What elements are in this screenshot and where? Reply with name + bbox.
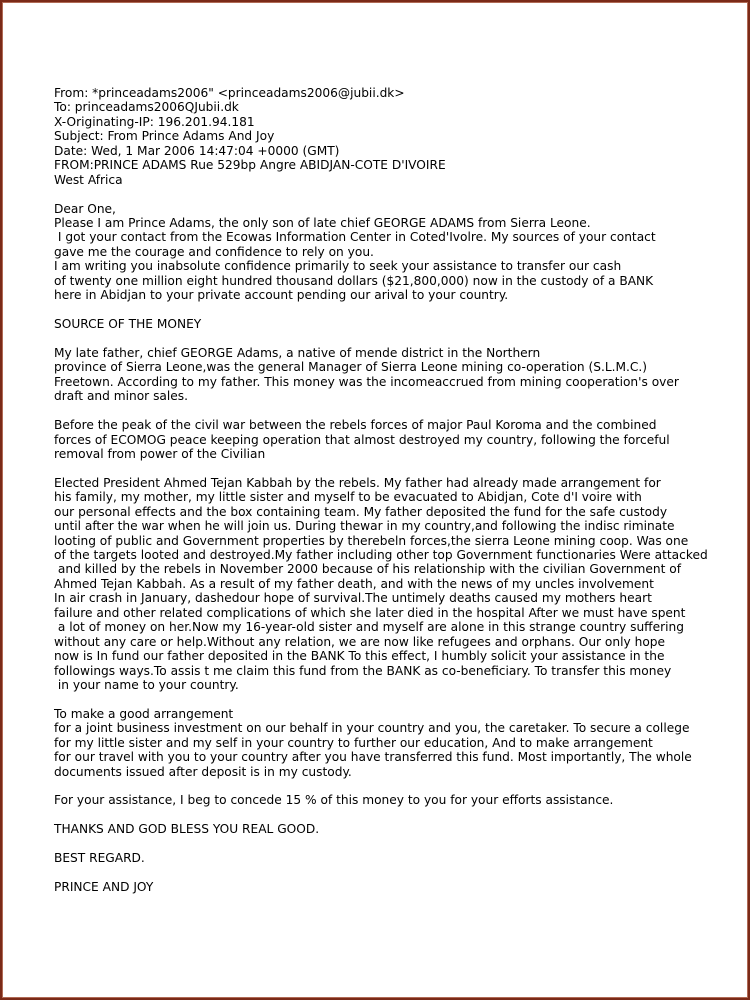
body-line: To make a good arrangement xyxy=(54,706,234,721)
body-line: draft and minor sales. xyxy=(54,389,188,404)
paragraph-spacer xyxy=(54,331,730,345)
body-line: looting of public and Government properties by therebeln forces,the sierra Leone mining coop. Was one xyxy=(54,533,689,548)
paragraph-spacer xyxy=(54,303,730,317)
body-line: My late father, chief GEORGE Adams, a native of mende district in the Northern xyxy=(54,345,541,360)
body-line: gave me the courage and confidence to rely on you. xyxy=(54,244,374,259)
header-line: West Africa xyxy=(54,172,123,187)
body-line: in your name to your country. xyxy=(54,677,239,692)
body-line: a lot of money on her.Now my 16-year-old sister and myself are alone in this strange country suffering xyxy=(54,620,684,635)
header-line: FROM:PRINCE ADAMS Rue 529bp Angre ABIDJAN-COTE D'IVOIRE xyxy=(54,158,446,173)
body-line: of the targets looted and destroyed.My father including other top Government functionaries Were attacked xyxy=(54,548,708,562)
body-line: for our travel with you to your country after you have transferred this fund. Most importantly, The whole xyxy=(54,750,692,765)
paragraph-spacer xyxy=(54,808,730,822)
body-line: forces of ECOMOG peace keeping operation that almost destroyed my country, following the forceful xyxy=(54,432,670,447)
body-line: failure and other related complications of which she later died in the hospital After we must have spent xyxy=(54,605,686,620)
paragraph-spacer xyxy=(54,187,730,201)
body-line: I am writing you inabsolute confidence primarily to seek your assistance to transfer our cash xyxy=(54,259,622,274)
body-line: Elected President Ahmed Tejan Kabbah by the rebels. My father had already made arrangement for xyxy=(54,475,661,490)
header-line: Subject: From Prince Adams And Joy xyxy=(54,129,275,144)
body-line: here in Abidjan to your private account pending our arival to your country. xyxy=(54,288,509,303)
body-line: province of Sierra Leone,was the general Manager of Sierra Leone mining co-operation (S.L.M.C.) xyxy=(54,360,648,375)
email-document xyxy=(54,86,730,895)
body-line: now is In fund our father deposited in the BANK To this effect, I humbly solicit your assistance in the xyxy=(54,649,665,664)
header-line: Date: Wed, 1 Mar 2006 14:47:04 +0000 (GMT) xyxy=(54,143,340,158)
header-line: To: princeadams2006QJubii.dk xyxy=(54,100,239,115)
body-line: our personal effects and the box containing team. My father deposited the fund for the safe custody xyxy=(54,504,668,519)
body-line: For your assistance, I beg to concede 15 % of this money to you for your efforts assistance. xyxy=(54,793,614,808)
body-line: THANKS AND GOD BLESS YOU REAL GOOD. xyxy=(54,822,320,837)
body-line: without any care or help.Without any relation, we are now like refugees and orphans. Our only hope xyxy=(54,634,666,649)
body-line: Please I am Prince Adams, the only son of late chief GEORGE ADAMS from Sierra Leone. xyxy=(54,215,591,230)
paragraph-spacer xyxy=(54,779,730,793)
body-line: I got your contact from the Ecowas Information Center in Coted'Ivolre. My sources of your contact xyxy=(54,230,656,245)
body-line: followings ways.To assis t me claim this fund from the BANK as co-beneficiary. To transfer this money xyxy=(54,663,672,678)
body-line: for a joint business investment on our behalf in your country and you, the caretaker. To secure a college xyxy=(54,721,690,736)
body-line: documents issued after deposit is in my custody. xyxy=(54,764,352,779)
body-line: removal from power of the Civilian xyxy=(54,446,266,461)
body-line: PRINCE AND JOY xyxy=(54,880,154,895)
body-line: Before the peak of the civil war between the rebels forces of major Paul Koroma and the combined xyxy=(54,418,657,433)
body-line: BEST REGARD. xyxy=(54,851,145,866)
paragraph-spacer xyxy=(54,461,730,475)
body-line: Ahmed Tejan Kabbah. As a result of my father death, and with the news of my uncles involvement xyxy=(54,576,654,591)
body-line: for my little sister and my self in your country to further our education, And to make arrangement xyxy=(54,735,653,750)
paragraph-spacer xyxy=(54,692,730,706)
body-line: SOURCE OF THE MONEY xyxy=(54,317,202,331)
paragraph-spacer xyxy=(54,866,730,880)
header-line: X-Originating-IP: 196.201.94.181 xyxy=(54,114,255,129)
body-line: In air crash in January, dashedour hope of survival.The untimely deaths caused my mothers heart xyxy=(54,591,652,606)
body-line: of twenty one million eight hundred thousand dollars ($21,800,000) now in the custody of a BANK xyxy=(54,273,654,288)
body-line: and killed by the rebels in November 2000 because of his relationship with the civilian Government of xyxy=(54,562,682,577)
paragraph-spacer xyxy=(54,837,730,851)
header-line: From: *princeadams2006" <princeadams2006@jubii.dk> xyxy=(54,86,405,100)
body-line: his family, my mother, my little sister and myself to be evacuated to Abidjan, Cote d'I voire with xyxy=(54,490,642,505)
body-line: Dear One, xyxy=(54,201,116,216)
body-line: Freetown. According to my father. This money was the incomeaccrued from mining cooperation's over xyxy=(54,374,679,389)
body-line: until after the war when he will join us. During thewar in my country,and following the indisc riminate xyxy=(54,519,675,534)
paragraph-spacer xyxy=(54,404,730,418)
